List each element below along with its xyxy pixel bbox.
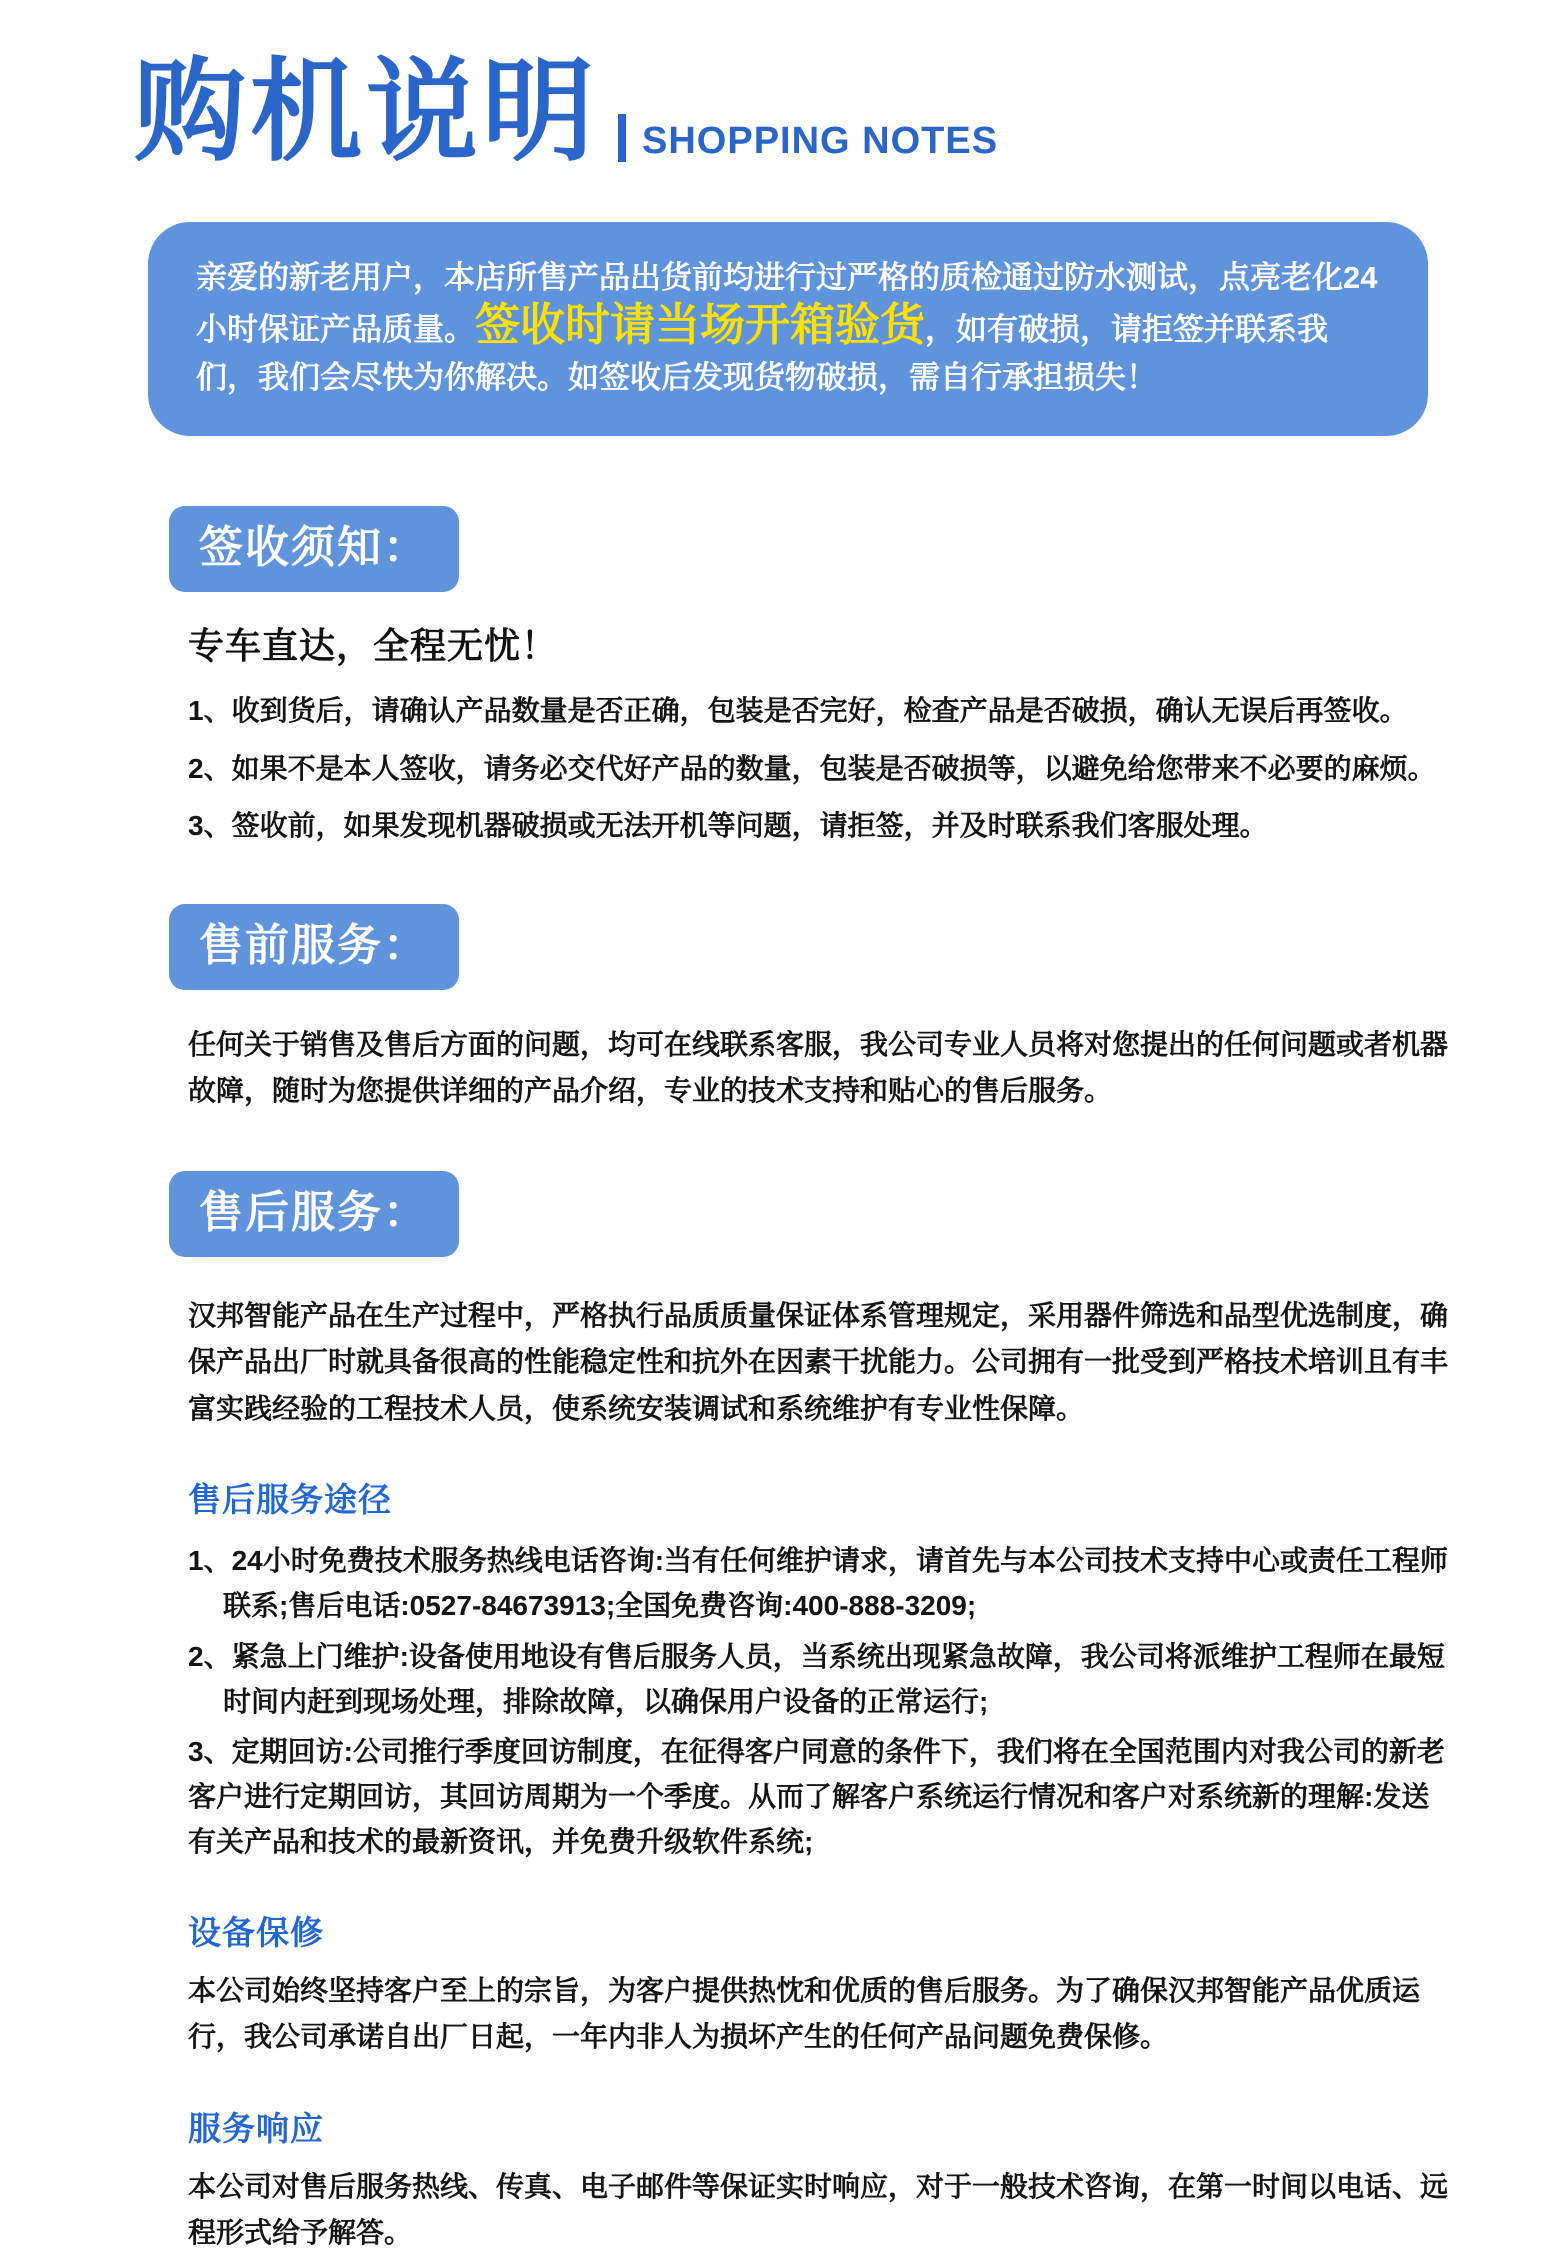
page-title: 购机说明	[134, 49, 598, 174]
sign-notice-section	[188, 618, 1450, 847]
channels-list	[188, 1539, 1450, 1865]
intro-notice-box	[148, 222, 1428, 436]
channel-item: 2、紧急上门维护:设备使用地设有售后服务人员，当系统出现紧急故障，我公司将派维护工程师在最短时间内赶到现场处理，排除故障，以确保用户设备的正常运行;	[188, 1640, 1445, 1717]
intro-text-after: ，如有破损，请拒签并联系我们，我们会尽快为你解决。如签收后发现货物破损，需自行承担损失！	[196, 312, 1329, 396]
aftersale-paragraph: 汉邦智能产品在生产过程中，严格执行品质质量保证体系管理规定，采用器件筛选和品型优选制度，确保产品出厂时就具备很高的性能稳定性和抗外在因素干扰能力。公司拥有一批受到严格技术培训且有丰富实践经验的工程技术人员，使系统安装调试和系统维护有专业性保障。	[188, 1299, 1449, 1424]
channels-heading: 售后服务途径	[188, 1481, 392, 1519]
intro-text-before: 亲爱的新老用户，本店所售产品出货前均进行过严格的质检通过防水测试，点亮老化24小时保证产品质量。	[196, 260, 1378, 348]
channel-item: 3、定期回访:公司推行季度回访制度，在征得客户同意的条件下，我们将在全国范围内对我公司的新老客户进行定期回访，其回访周期为一个季度。从而了解客户系统运行情况和客户对系统新的理解:发送有关产品和技术的最新资讯，并免费升级软件系统;	[188, 1736, 1445, 1858]
notice-item: 3、签收前，如果发现机器破损或无法开机等问题，请拒签，并及时联系我们客服处理。	[188, 810, 1268, 842]
page-header	[134, 49, 1433, 174]
aftersale-section	[188, 1293, 1450, 2257]
section-badge-presale: 售前服务：	[169, 904, 459, 990]
page-subtitle-group	[618, 114, 998, 162]
warranty-heading: 设备保修	[188, 1913, 324, 1951]
warranty-paragraph: 本公司始终坚持客户至上的宗旨，为客户提供热忱和优质的售后服务。为了确保汉邦智能产品优质运行，我公司承诺自出厂日起，一年内非人为损坏产生的任何产品问题免费保修。	[188, 1974, 1421, 2053]
section-badge-sign-notice: 签收须知：	[169, 506, 459, 592]
presale-section	[188, 1022, 1450, 1115]
response-paragraph: 本公司对售后服务热线、传真、电子邮件等保证实时响应，对于一般技术咨询，在第一时间以电话、远程形式给予解答。	[188, 2170, 1449, 2249]
sign-notice-list	[188, 691, 1450, 847]
presale-paragraph: 任何关于销售及售后方面的问题，均可在线联系客服，我公司专业人员将对您提出的任何问题或者机器故障，随时为您提供详细的产品介绍，专业的技术支持和贴心的售后服务。	[188, 1028, 1449, 1107]
notice-item: 2、如果不是本人签收，请务必交代好产品的数量，包装是否破损等，以避免给您带来不必要的麻烦。	[188, 752, 1436, 784]
channel-item: 1、24小时免费技术服务热线电话咨询:当有任何维护请求，请首先与本公司技术支持中心或责任工程师联系;售后电话:0527-84673913;全国免费咨询:400-888-3209;	[188, 1545, 1449, 1622]
page-subtitle: SHOPPING NOTES	[642, 120, 999, 163]
vertical-divider	[618, 114, 626, 162]
notice-item: 1、收到货后，请确认产品数量是否正确，包装是否完好，检查产品是否破损，确认无误后再签收。	[188, 695, 1408, 727]
response-heading: 服务响应	[188, 2109, 324, 2147]
intro-text-highlight: 签收时请当场开箱验货	[475, 299, 926, 351]
section-badge-aftersale: 售后服务：	[169, 1171, 459, 1257]
sign-slogan: 专车直达，全程无忧！	[188, 625, 559, 667]
